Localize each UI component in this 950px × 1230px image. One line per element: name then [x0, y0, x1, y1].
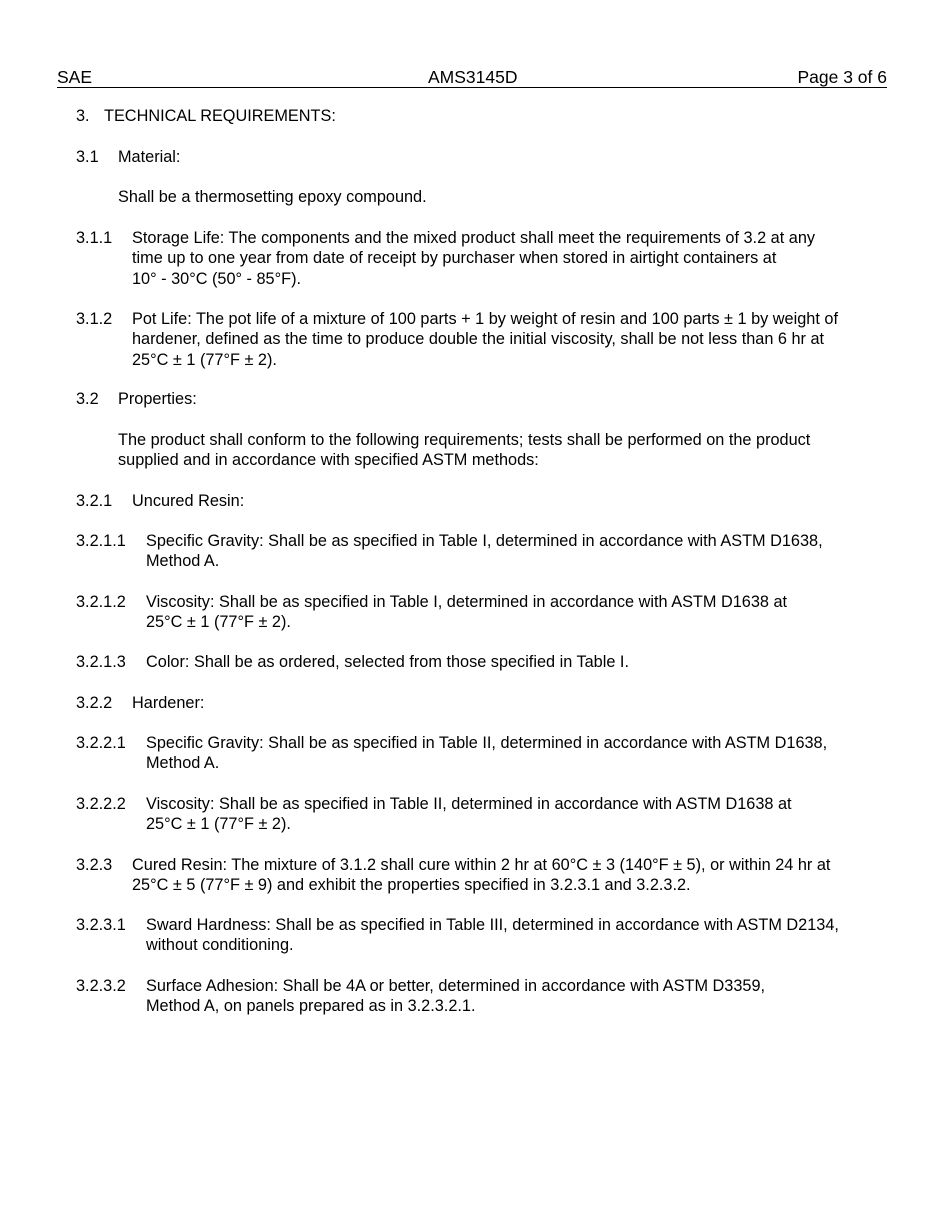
section-line: hardener, defined as the time to produce double the initial viscosity, shall be not less than 6 hr at	[132, 330, 825, 349]
section-line: time up to one year from date of receipt by purchaser when stored in airtight containers at	[132, 249, 777, 268]
section-number: 3.1.1	[76, 229, 113, 247]
section-heading: Hardener:	[132, 694, 205, 712]
section-number: 3.	[76, 107, 90, 125]
section-line: without conditioning.	[146, 936, 294, 955]
section-number: 3.2.1.1	[76, 532, 126, 550]
section-number: 3.2.1.3	[76, 653, 126, 671]
section-number: 3.2.2.1	[76, 734, 126, 752]
section-line: 25°C ± 5 (77°F ± 9) and exhibit the properties specified in 3.2.3.1 and 3.2.3.2.	[132, 876, 691, 895]
section-line: Storage Life: The components and the mixed product shall meet the requirements of 3.2 at any	[132, 229, 816, 247]
section-line: Pot Life: The pot life of a mixture of 100 parts + 1 by weight of resin and 100 parts ± 1 by weight of	[132, 310, 838, 328]
section-number: 3.2.3.2	[76, 977, 126, 995]
section-number: 3.2	[76, 390, 99, 408]
section-heading: Material:	[118, 148, 181, 166]
paragraph-line: supplied and in accordance with specified ASTM methods:	[118, 451, 539, 470]
section-line: 25°C ± 1 (77°F ± 2).	[146, 613, 291, 632]
section-number: 3.2.1	[76, 492, 113, 510]
section-number: 3.2.3.1	[76, 916, 126, 934]
section-line: Specific Gravity: Shall be as specified in Table I, determined in accordance with ASTM D1638,	[146, 532, 823, 550]
section-line: Method A.	[146, 552, 220, 571]
section-line: Cured Resin: The mixture of 3.1.2 shall cure within 2 hr at 60°C ± 3 (140°F ± 5), or within 24 hr at	[132, 856, 831, 874]
section-number: 3.1.2	[76, 310, 113, 328]
section-line: Viscosity: Shall be as specified in Table I, determined in accordance with ASTM D1638 at	[146, 593, 788, 611]
section-line: 10° - 30°C (50° - 85°F).	[132, 269, 302, 288]
section-number: 3.2.2.2	[76, 795, 126, 813]
paragraph-line: The product shall conform to the following requirements; tests shall be performed on the product	[118, 431, 811, 449]
section-heading: TECHNICAL REQUIREMENTS:	[104, 107, 336, 125]
section-line: Specific Gravity: Shall be as specified in Table II, determined in accordance with ASTM D1638,	[146, 734, 828, 752]
section-number: 3.2.1.2	[76, 593, 126, 611]
page-header	[57, 67, 887, 88]
section-line: Viscosity: Shall be as specified in Table II, determined in accordance with ASTM D1638 at	[146, 795, 792, 813]
section-line: Method A, on panels prepared as in 3.2.3.2.1.	[146, 997, 476, 1016]
section-line: Sward Hardness: Shall be as specified in Table III, determined in accordance with ASTM D2134,	[146, 916, 839, 934]
material-paragraph	[118, 187, 878, 207]
section-line: 25°C ± 1 (77°F ± 2).	[146, 815, 291, 834]
properties-paragraph	[118, 430, 878, 471]
header-page-number: Page 3 of 6	[797, 67, 887, 87]
paragraph-line: Shall be a thermosetting epoxy compound.	[118, 188, 427, 206]
section-line: Method A.	[146, 754, 220, 773]
header-document-id: AMS3145D	[428, 67, 518, 87]
section-line: 25°C ± 1 (77°F ± 2).	[132, 350, 277, 369]
section-line: Surface Adhesion: Shall be 4A or better, determined in accordance with ASTM D3359,	[146, 977, 766, 995]
section-line: Color: Shall be as ordered, selected from those specified in Table I.	[146, 653, 629, 671]
section-heading: Properties:	[118, 390, 197, 408]
section-number: 3.1	[76, 148, 99, 166]
section-heading: Uncured Resin:	[132, 492, 245, 510]
section-number: 3.2.3	[76, 856, 113, 874]
header-organization: SAE	[57, 67, 93, 87]
section-number: 3.2.2	[76, 694, 113, 712]
